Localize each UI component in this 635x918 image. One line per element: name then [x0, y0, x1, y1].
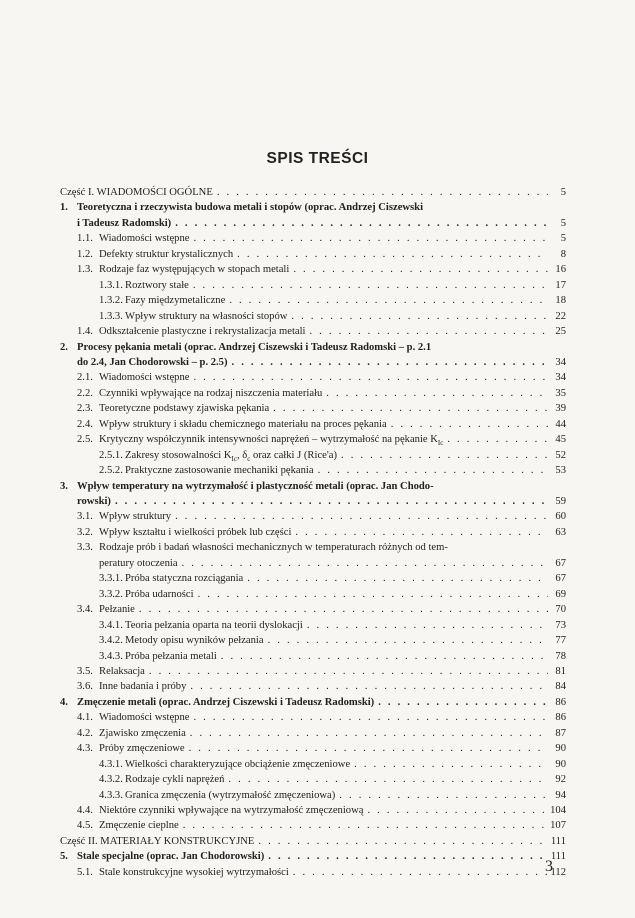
toc-entry — [0, 200, 635, 215]
toc-entry-number: 3.4.3. — [99, 650, 123, 662]
toc-entry — [0, 355, 635, 370]
toc-entry-number: 4.3. — [77, 743, 93, 755]
toc-entry-page: 111 — [550, 835, 566, 847]
toc-entry-page: 70 — [555, 604, 566, 616]
toc-entry-title: Zmęczenie cieplne — [99, 820, 179, 832]
dot-leader — [268, 849, 548, 864]
toc-entry-title: Próby zmęczeniowe — [99, 743, 185, 755]
toc-entry-page: 92 — [555, 774, 566, 786]
toc-entry-title: Część I. WIADOMOŚCI OGÓLNE — [60, 187, 213, 198]
toc-entry-title: Fazy międzymetaliczne — [125, 295, 226, 307]
dot-leader — [193, 710, 548, 725]
toc-entry — [0, 370, 635, 385]
toc-entry-title: Wiadomości wstępne — [99, 712, 190, 724]
toc-entry-title: Zakresy stosowalności $K_{Ic}$, $\delta_c$ oraz całki J (Rice'a) — [125, 449, 337, 463]
toc-entry-number: 3.4.1. — [99, 619, 123, 631]
toc-entry — [0, 463, 635, 478]
toc-entry-page: 5 — [560, 217, 566, 229]
toc-entry-number: 3.4.2. — [99, 635, 123, 647]
toc-entry-number: 2.5.1. — [99, 449, 123, 461]
dot-leader — [341, 448, 548, 463]
toc-entry-number: 4.3.1. — [99, 758, 123, 770]
toc-entry-title: do 2.4, Jan Chodorowski – p. 2.5) — [77, 356, 228, 368]
toc-entry — [0, 278, 635, 293]
toc-entry-page: 39 — [555, 403, 566, 415]
dot-leader — [291, 309, 548, 324]
dot-leader — [354, 757, 548, 772]
toc-entry — [0, 525, 635, 540]
toc-entry — [0, 448, 635, 463]
dot-leader — [307, 618, 548, 633]
toc-entry — [0, 664, 635, 679]
dot-leader — [295, 525, 548, 540]
toc-entry-page: 17 — [555, 279, 566, 291]
toc-entry-title: Procesy pękania metali (oprac. Andrzej Ciszewski i Tadeusz Radomski – p. 2.1 — [77, 341, 432, 353]
toc-entry-title: Czynniki wpływające na rodzaj niszczenia materiału — [99, 387, 323, 399]
toc-entry-number: 1.4. — [77, 326, 93, 338]
dot-leader — [273, 401, 548, 416]
toc-entry-number: 2.5.2. — [99, 465, 123, 477]
toc-entry-number: 1.3.2. — [99, 295, 123, 307]
toc-entry — [0, 216, 635, 231]
toc-entry — [0, 571, 635, 586]
toc-entry-number: 1.1. — [77, 233, 93, 245]
toc-entry-title: Pełzanie — [99, 604, 135, 616]
toc-entry — [0, 293, 635, 308]
toc-entry-title: Próba pełzania metali — [125, 650, 217, 662]
toc-entry-title: Granica zmęczenia (wytrzymałość zmęczeniowa) — [125, 789, 336, 801]
dot-leader — [139, 602, 548, 617]
toc-entry-title: Stale konstrukcyjne wysokiej wytrzymałości — [99, 866, 289, 878]
toc-entry — [0, 509, 635, 524]
toc-entry-title: Odkształcenie plastyczne i rekrystalizacja metali — [99, 326, 306, 338]
toc-entry-page: 87 — [555, 727, 566, 739]
toc-entry-title: i Tadeusz Radomski) — [77, 217, 172, 229]
toc-entry-page: 84 — [555, 681, 566, 693]
toc-entry-number: 4.4. — [77, 805, 93, 816]
dot-leader — [326, 386, 548, 401]
toc-entry-number: 1.2. — [77, 248, 93, 260]
toc-entry-title: Rodzaje prób i badań własności mechanicznych w temperaturach różnych od tem- — [99, 542, 448, 554]
dot-leader — [217, 185, 548, 200]
toc-entry-number: 3.6. — [77, 681, 93, 693]
toc-entry-page: 52 — [555, 449, 566, 461]
toc-entry-title: Zjawisko zmęczenia — [99, 727, 186, 739]
dot-leader — [293, 262, 548, 277]
dot-leader — [149, 664, 548, 679]
toc-entry-page: 59 — [555, 496, 566, 507]
toc-entry — [0, 818, 635, 833]
toc-entry-page: 63 — [555, 526, 566, 538]
toc-entry — [0, 401, 635, 416]
toc-entry — [0, 247, 635, 262]
toc-entry — [0, 479, 635, 494]
dot-leader — [309, 324, 548, 339]
toc-entry-title: Stale specjalne (oprac. Jan Chodorowski) — [77, 851, 265, 863]
toc-entry — [0, 695, 635, 710]
toc-entry-number: 4.3.3. — [99, 789, 123, 801]
toc-entry — [0, 540, 635, 555]
toc-entry-title: Wielkości charakteryzujące obciążenie zmęczeniowe — [125, 758, 351, 770]
dot-leader — [115, 494, 548, 509]
dot-leader — [193, 231, 548, 246]
toc-entry-title: Wpływ struktury na własności stopów — [125, 310, 288, 322]
toc-entry-number: 4.1. — [77, 712, 93, 724]
toc-entry — [0, 865, 635, 880]
toc-entry-page: 22 — [555, 310, 566, 322]
toc-entry-title: Teoria pełzania oparta na teorii dyslokacji — [125, 619, 303, 631]
dot-leader — [190, 679, 548, 694]
dot-leader — [228, 772, 548, 787]
toc-entry-number: 2. — [60, 341, 68, 353]
toc-entry-title: Wpływ kształtu i wielkości próbek lub części — [99, 526, 292, 538]
page-number: 3 — [545, 858, 553, 875]
toc-entry-title: Rodzaje cykli naprężeń — [125, 774, 225, 786]
toc-entry-number: 3.3.1. — [99, 573, 123, 585]
toc-entry — [0, 741, 635, 756]
toc-entry-title: Metody opisu wyników pełzania — [125, 635, 264, 647]
toc-entry-title: Próba udarności — [125, 588, 194, 600]
toc-entry-page: 67 — [555, 557, 566, 569]
dot-leader — [258, 834, 548, 849]
toc-entry-number: 1.3. — [77, 264, 93, 276]
toc-entry-title: Defekty struktur krystalicznych — [99, 248, 234, 260]
toc-entry-number: 2.2. — [77, 387, 93, 399]
toc-entry-title: Wpływ struktury — [99, 511, 172, 523]
toc-entry-number: 1. — [60, 202, 68, 214]
toc-entry-number: 3.2. — [77, 526, 93, 538]
toc-entry-page: 81 — [555, 665, 566, 677]
toc-entry-page: 104 — [550, 805, 566, 816]
toc-entry-number: 4.2. — [77, 727, 93, 739]
toc-entry — [0, 185, 635, 200]
toc-entry-title: Wpływ temperatury na wytrzymałość i plastyczność metali (oprac. Jan Chodo- — [77, 480, 434, 492]
toc-entry-page: 90 — [555, 743, 566, 755]
toc-entry-page: 35 — [555, 387, 566, 399]
toc-entry — [0, 494, 635, 509]
dot-leader — [268, 633, 548, 648]
toc-entry-number: 3.1. — [77, 511, 93, 523]
toc-entry-title: Teoretyczne podstawy zjawiska pękania — [99, 403, 270, 415]
toc-entry-number: 2.5. — [77, 434, 93, 446]
dot-leader — [221, 649, 548, 664]
dot-leader — [183, 818, 548, 833]
toc-entry-number: 1.3.3. — [99, 310, 123, 322]
toc-entry — [0, 324, 635, 339]
dot-leader — [339, 788, 548, 803]
toc-entry — [0, 386, 635, 401]
toc-entry-number: 3.3.2. — [99, 588, 123, 600]
dot-leader — [232, 355, 548, 370]
toc-entry-page: 86 — [555, 696, 566, 708]
toc-entry-page: 45 — [555, 434, 566, 446]
toc-entry-number: 5. — [60, 851, 68, 863]
toc-entry-page: 86 — [555, 712, 566, 724]
toc-entry-number: 3.4. — [77, 604, 93, 616]
toc-entry — [0, 309, 635, 324]
toc-entry — [0, 726, 635, 741]
toc-entry — [0, 417, 635, 432]
toc-entry — [0, 710, 635, 725]
dot-leader — [175, 509, 548, 524]
dot-leader — [175, 216, 548, 231]
toc-entry-title: Próba statyczna rozciągania — [125, 573, 244, 585]
toc-entry-page: 8 — [560, 248, 566, 260]
dot-leader — [198, 587, 548, 602]
toc-entry-title: rowski) — [77, 496, 111, 507]
dot-leader — [229, 293, 548, 308]
toc-entry-page: 77 — [555, 635, 566, 647]
toc-entry — [0, 834, 635, 849]
dot-leader — [182, 556, 548, 571]
toc-entry-page: 34 — [555, 356, 566, 368]
toc-entry — [0, 679, 635, 694]
toc-entry — [0, 231, 635, 246]
toc-entry-title: Inne badania i próby — [99, 681, 187, 693]
toc-entry-title: Niektóre czynniki wpływające na wytrzymałość zmęczeniową — [99, 805, 364, 816]
toc-entry-page: 73 — [555, 619, 566, 631]
toc-entry — [0, 849, 635, 864]
dot-leader — [318, 463, 548, 478]
toc-entry-title: Zmęczenie metali (oprac. Andrzej Ciszewski i Tadeusz Radomski) — [77, 696, 375, 708]
toc-entry-number: 4. — [60, 696, 68, 708]
toc-entry-title: Praktyczne zastosowanie mechaniki pękania — [125, 465, 314, 477]
toc-entry-page: 18 — [555, 295, 566, 307]
toc-entry-page: 107 — [550, 820, 566, 832]
toc-entry-page: 94 — [555, 789, 566, 801]
toc-entry-page: 112 — [550, 866, 566, 878]
toc-entry-number: 1.3.1. — [99, 279, 123, 291]
toc-entry-page: 53 — [555, 465, 566, 477]
toc-entry-number: 4.3.2. — [99, 774, 123, 786]
toc-entry — [0, 262, 635, 277]
toc-entry — [0, 649, 635, 664]
toc-entry — [0, 602, 635, 617]
toc-entry — [0, 556, 635, 571]
toc-entry-title: Teoretyczna i rzeczywista budowa metali i stopów (oprac. Andrzej Ciszewski — [77, 202, 424, 214]
dot-leader — [190, 726, 548, 741]
toc-entry — [0, 803, 635, 818]
toc-entry-page: 5 — [560, 187, 566, 198]
dot-leader — [237, 247, 548, 262]
toc-entry-title: Część II. MATERIAŁY KONSTRUKCYJNE — [60, 835, 255, 847]
dot-leader — [193, 278, 548, 293]
toc-entry-page: 78 — [555, 650, 566, 662]
toc-entry-number: 4.5. — [77, 820, 93, 832]
toc-entry-page: 44 — [555, 418, 566, 430]
toc-entry-number: 3.3. — [77, 542, 93, 554]
toc-entry-page: 69 — [555, 588, 566, 600]
toc-entry — [0, 757, 635, 772]
toc-entry-number: 3.5. — [77, 665, 93, 677]
toc-entry-page: 111 — [550, 851, 566, 863]
toc-entry-title: Wpływ struktury i składu chemicznego materiału na proces pękania — [99, 418, 387, 430]
toc-entry-title: Rodzaje faz występujących w stopach metali — [99, 264, 290, 276]
toc-entry-page: 25 — [555, 326, 566, 338]
toc-entry-title: peratury otoczenia — [99, 557, 178, 569]
dot-leader — [193, 370, 548, 385]
toc-entry-page: 16 — [555, 264, 566, 276]
toc-entry-number: 2.4. — [77, 418, 93, 430]
toc-entry-number: 3. — [60, 480, 68, 492]
page-title: SPIS TREŚCI — [266, 150, 369, 167]
toc-entry-page: 34 — [555, 372, 566, 384]
toc-entry-number: 2.1. — [77, 372, 93, 384]
toc-entry-title: Wiadomości wstępne — [99, 233, 190, 245]
toc-entry-number: 2.3. — [77, 403, 93, 415]
toc-entry — [0, 587, 635, 602]
toc-entry — [0, 633, 635, 648]
toc-entry-page: 5 — [560, 233, 566, 245]
toc-entry-page: 90 — [555, 758, 566, 770]
toc-entry-title: Krytyczny współczynnik intensywności naprężeń – wytrzymałość na pękanie $K_{Ic}$ — [99, 434, 444, 448]
dot-leader — [293, 865, 548, 880]
toc-entry — [0, 772, 635, 787]
dot-leader — [247, 571, 548, 586]
toc-entry — [0, 618, 635, 633]
dot-leader — [189, 741, 548, 756]
toc-entry-title: Roztwory stałe — [125, 279, 189, 291]
toc-entry-title: Wiadomości wstępne — [99, 372, 190, 384]
toc-entry — [0, 432, 635, 447]
toc-entry — [0, 340, 635, 355]
toc-entry-page: 60 — [555, 511, 566, 523]
toc-entry-title: Relaksacja — [99, 665, 145, 677]
toc-entry — [0, 788, 635, 803]
toc-entry-number: 5.1. — [77, 866, 93, 878]
toc-entry-page: 67 — [555, 573, 566, 585]
